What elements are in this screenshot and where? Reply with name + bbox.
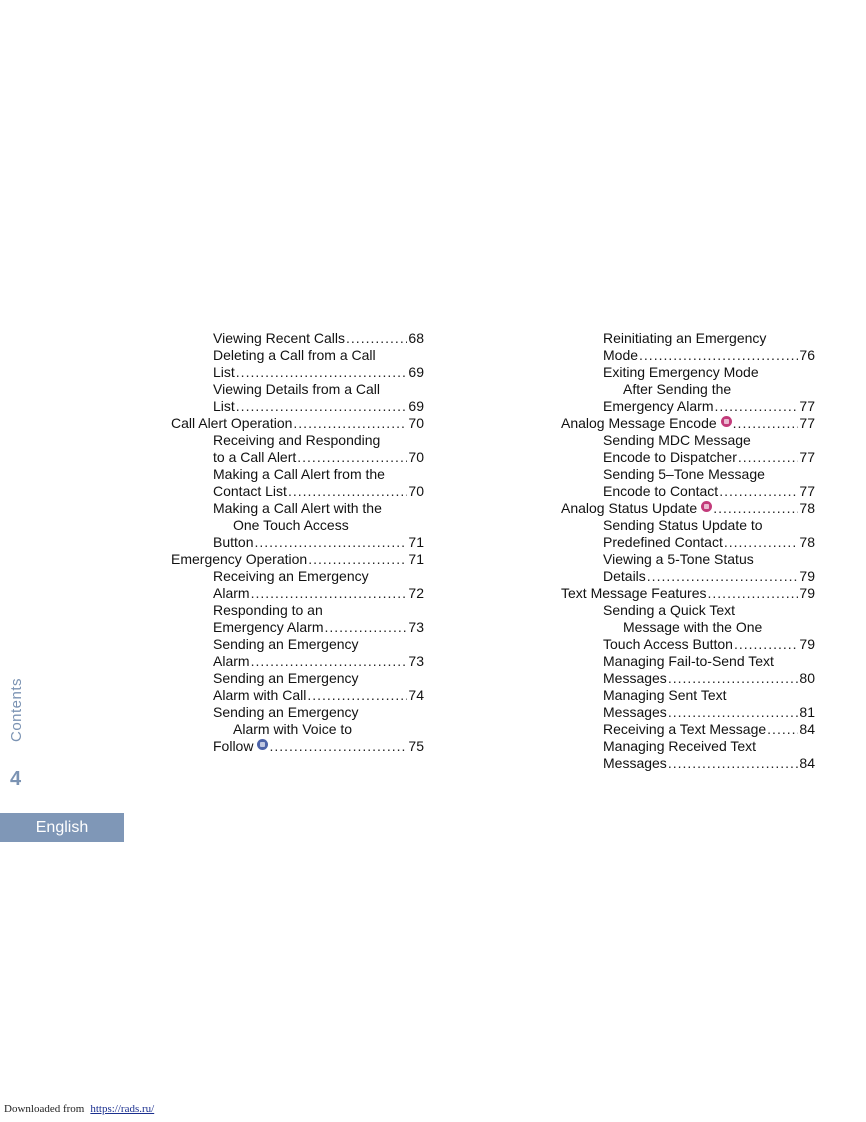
toc-entry-title: Managing Fail-to-Send Text: [603, 653, 774, 669]
toc-page-number: 75: [408, 738, 424, 754]
toc-entry-title: Managing Sent Text: [603, 687, 727, 703]
toc-entry[interactable]: [561, 415, 815, 432]
toc-entry[interactable]: [171, 551, 424, 568]
toc-entry[interactable]: [171, 602, 424, 636]
toc-entry-title: Alarm with Voice to: [233, 721, 353, 737]
toc-page-number: 79: [799, 636, 815, 652]
toc-entry[interactable]: [561, 517, 815, 551]
toc-entry-title: Alarm: [213, 653, 250, 669]
dot-leader: [714, 398, 798, 415]
toc-entry-title: Contact List: [213, 483, 287, 499]
footer-prefix: Downloaded from: [4, 1103, 85, 1115]
toc-entry-title: After Sending the: [623, 381, 732, 397]
toc-page-number: 77: [799, 449, 815, 465]
toc-entry-title: Managing Received Text: [603, 738, 757, 754]
toc-entry-title: Follow: [213, 738, 254, 754]
toc-page-number: 79: [799, 585, 815, 601]
dot-leader: [251, 653, 408, 670]
toc-page-number: 70: [408, 415, 424, 431]
toc-page-number: 74: [408, 687, 424, 703]
toc-entry-title: Receiving a Text Message: [603, 721, 767, 737]
toc-entry-title: Predefined Contact: [603, 534, 723, 550]
toc-entry-title: Sending Status Update to: [603, 517, 763, 533]
toc-page-number: 71: [408, 534, 424, 550]
toc-entry-title: Sending MDC Message: [603, 432, 751, 448]
toc-entry[interactable]: [171, 466, 424, 500]
toc-entry-title: Sending an Emergency: [213, 636, 359, 652]
toc-entry[interactable]: [561, 466, 815, 500]
language-tab[interactable]: English: [0, 813, 124, 842]
dot-leader: [307, 687, 407, 704]
download-footer: [4, 1103, 180, 1115]
toc-entry-title: Messages: [603, 704, 667, 720]
toc-page-number: 79: [799, 568, 815, 584]
analog-mode-icon: [701, 501, 712, 512]
toc-entry[interactable]: [561, 721, 815, 738]
dot-leader: [308, 551, 407, 568]
dot-leader: [713, 500, 798, 517]
toc-entry-title: Encode to Dispatcher: [603, 449, 737, 465]
toc-entry[interactable]: [171, 670, 424, 704]
toc-page-number: 77: [799, 415, 815, 431]
page-number: 4: [10, 768, 22, 790]
dot-leader: [668, 755, 799, 772]
toc-entry-title: Reinitiating an Emergency: [603, 330, 767, 346]
toc-entry[interactable]: [171, 432, 424, 466]
toc-entry-title: One Touch Access: [233, 517, 349, 533]
toc-entry-title: Details: [603, 568, 646, 584]
toc-page-number: 71: [408, 551, 424, 567]
toc-entry-title: List: [213, 364, 235, 380]
dot-leader: [734, 636, 798, 653]
dot-leader: [297, 449, 407, 466]
toc-page-number: 73: [408, 653, 424, 669]
toc-page-number: 76: [799, 347, 815, 363]
toc-entry[interactable]: [561, 602, 815, 653]
dot-leader: [324, 619, 407, 636]
toc-page-number: 69: [408, 398, 424, 414]
toc-entry-title: Sending an Emergency: [213, 704, 359, 720]
toc-entry[interactable]: [561, 551, 815, 585]
footer-link[interactable]: https://rads.ru/: [90, 1103, 155, 1115]
toc-entry[interactable]: [561, 330, 815, 364]
toc-page-number: 73: [408, 619, 424, 635]
toc-column-left: [171, 330, 424, 755]
toc-entry-title: Analog Status Update: [561, 500, 698, 516]
toc-page-number: 80: [799, 670, 815, 686]
toc-entry-title: Encode to Contact: [603, 483, 719, 499]
dot-leader: [738, 449, 799, 466]
toc-page-number: 72: [408, 585, 424, 601]
toc-page-number: 78: [799, 534, 815, 550]
toc-entry-title: Emergency Alarm: [213, 619, 324, 635]
dot-leader: [293, 415, 407, 432]
dot-leader: [288, 483, 407, 500]
toc-entry-title: Emergency Alarm: [603, 398, 714, 414]
dot-leader: [719, 483, 798, 500]
toc-page-number: 70: [408, 483, 424, 499]
toc-entry-title: Call Alert Operation: [171, 415, 293, 431]
dot-leader: [767, 721, 798, 738]
toc-entry-title: Text Message Features: [561, 585, 707, 601]
dot-leader: [346, 330, 407, 347]
toc-page-number: 84: [799, 721, 815, 737]
toc-entry-title: Analog Message Encode: [561, 415, 717, 431]
toc-entry-title: Exiting Emergency Mode: [603, 364, 759, 380]
toc-page-number: 84: [799, 755, 815, 771]
toc-page-number: 70: [408, 449, 424, 465]
toc-entry[interactable]: [561, 687, 815, 721]
toc-column-right: [561, 330, 815, 772]
toc-page-number: 77: [799, 398, 815, 414]
toc-entry-title: Touch Access Button: [603, 636, 733, 652]
dot-leader: [236, 364, 408, 381]
toc-entry[interactable]: [171, 500, 424, 551]
dot-leader: [269, 738, 407, 755]
toc-entry-title: Viewing Recent Calls: [213, 330, 346, 346]
toc-entry[interactable]: [171, 568, 424, 602]
toc-page-number: 69: [408, 364, 424, 380]
toc-entry[interactable]: [561, 432, 815, 466]
toc-entry-title: Alarm with Call: [213, 687, 307, 703]
dot-leader: [639, 347, 798, 364]
toc-page-number: 78: [799, 500, 815, 516]
dot-leader: [668, 670, 799, 687]
dot-leader: [254, 534, 407, 551]
dot-leader: [647, 568, 799, 585]
toc-entry-title: Viewing Details from a Call: [213, 381, 381, 397]
toc-entry[interactable]: [561, 653, 815, 687]
dot-leader: [668, 704, 799, 721]
toc-entry[interactable]: [171, 636, 424, 670]
toc-entry-title: Sending an Emergency: [213, 670, 359, 686]
toc-page-number: 77: [799, 483, 815, 499]
toc-entry-title: Emergency Operation: [171, 551, 308, 567]
dot-leader: [236, 398, 408, 415]
toc-entry[interactable]: [171, 330, 424, 347]
toc-entry-title: Messages: [603, 755, 667, 771]
toc-entry-title: Message with the One: [623, 619, 763, 635]
toc-entry-title: Receiving an Emergency: [213, 568, 369, 584]
section-label: Contents: [8, 677, 25, 742]
dot-leader: [724, 534, 799, 551]
toc-entry[interactable]: [561, 585, 815, 602]
toc-entry[interactable]: [561, 738, 815, 772]
toc-entry-title: Mode: [603, 347, 639, 363]
analog-mode-icon: [721, 416, 732, 427]
toc-entry-title: Deleting a Call from a Call: [213, 347, 376, 363]
toc-page-number: 81: [799, 704, 815, 720]
toc-entry-title: Sending 5–Tone Message: [603, 466, 765, 482]
toc-entry-title: Messages: [603, 670, 667, 686]
toc-entry-title: Alarm: [213, 585, 250, 601]
toc-entry[interactable]: [171, 381, 424, 415]
toc-entry-title: Making a Call Alert from the: [213, 466, 385, 482]
toc-entry[interactable]: [171, 347, 424, 381]
toc-entry[interactable]: [171, 415, 424, 432]
toc-entry-title: Making a Call Alert with the: [213, 500, 382, 516]
dot-leader: [708, 585, 799, 602]
toc-entry[interactable]: [561, 500, 815, 517]
toc-entry-title: Sending a Quick Text: [603, 602, 736, 618]
dot-leader: [733, 415, 799, 432]
dot-leader: [251, 585, 408, 602]
toc-page-number: 68: [408, 330, 424, 346]
toc-entry-title: to a Call Alert: [213, 449, 297, 465]
digital-mode-icon: [257, 739, 268, 750]
toc-entry-title: Button: [213, 534, 254, 550]
toc-entry-title: Viewing a 5-Tone Status: [603, 551, 754, 567]
toc-entry[interactable]: [561, 364, 815, 415]
toc-entry-title: Receiving and Responding: [213, 432, 381, 448]
toc-entry-title: Responding to an: [213, 602, 323, 618]
toc-entry-title: List: [213, 398, 235, 414]
toc-entry[interactable]: [171, 704, 424, 755]
